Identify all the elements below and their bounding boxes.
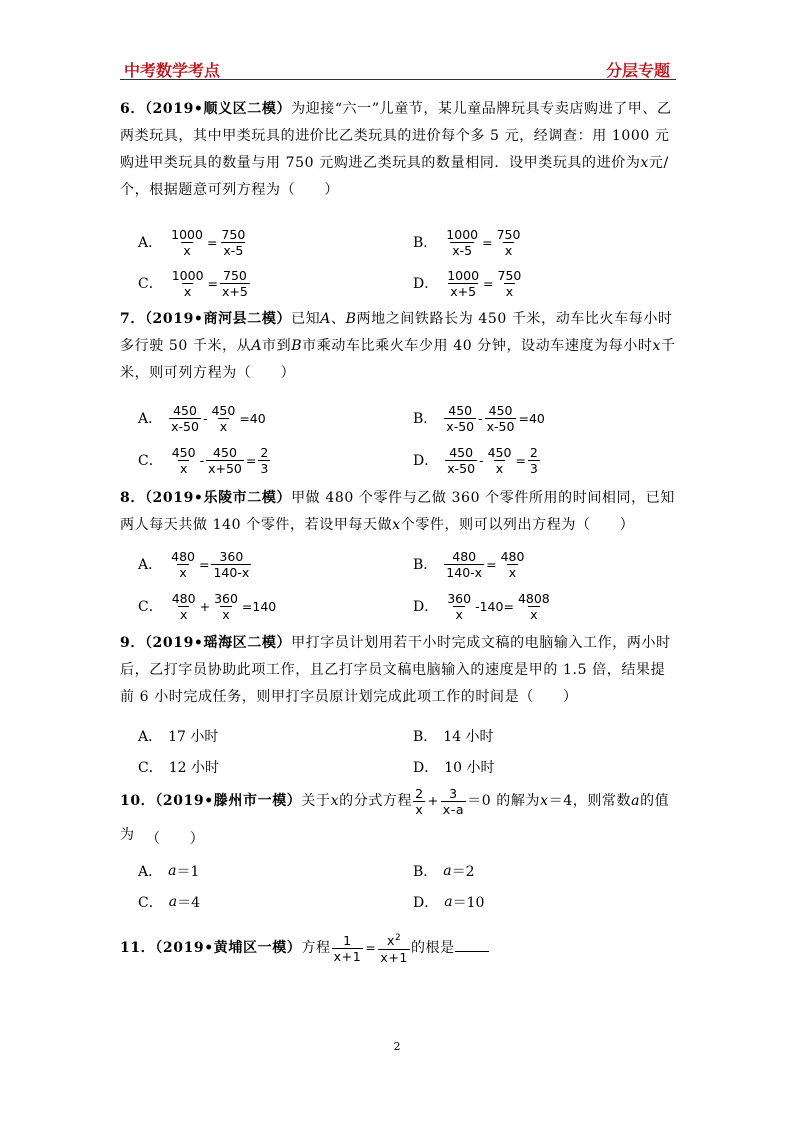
option-label: A． <box>138 411 163 427</box>
option-d[interactable] <box>413 440 541 480</box>
numerator: 480 <box>452 548 477 564</box>
denominator: x-5 <box>452 242 473 258</box>
option-label: D． <box>413 760 439 776</box>
variable-a-city: A <box>251 338 263 354</box>
variable-b-city: B <box>345 311 357 327</box>
denominator: x-50 <box>446 418 475 434</box>
operator: = <box>198 556 210 572</box>
denominator: 140-x <box>213 564 250 580</box>
option-c[interactable] <box>138 263 251 303</box>
option-value: ＝10 <box>452 895 485 911</box>
option-c[interactable] <box>138 747 219 787</box>
question-text: 为迎接“六一”儿童节，某儿童品牌玩具专卖店购进了甲、乙两类玩具，其中甲类玩具的进价比乙类玩具的进价每个多 5 元，经调查：用 1000 元购进甲类玩具的数量与用 750 元购进乙类玩具的数量相同．设甲类玩具的进价为 <box>120 101 672 171</box>
numerator: 450 <box>171 444 196 460</box>
option-label: B． <box>413 729 438 745</box>
question-text: 方程 <box>301 940 331 956</box>
fraction <box>211 549 251 580</box>
question-number: 7． <box>120 311 145 327</box>
option-text: 17 小时 <box>168 729 219 745</box>
variable-x: x <box>330 793 340 809</box>
denominator: x+50 <box>208 460 242 476</box>
page-number: 2 <box>393 1040 401 1053</box>
variable-a: a <box>631 793 641 809</box>
question-number: 8． <box>120 490 145 506</box>
option-label: D． <box>413 453 439 469</box>
operator: = <box>207 275 219 291</box>
denominator: x-a <box>442 801 465 817</box>
numerator: 450 <box>211 402 236 418</box>
fraction <box>258 445 270 476</box>
fraction <box>528 445 540 476</box>
fraction <box>170 591 198 622</box>
option-d[interactable] <box>413 882 484 922</box>
denominator: x <box>504 242 513 258</box>
option-text: 14 小时 <box>443 729 494 745</box>
operator: = <box>486 556 497 572</box>
question-9 <box>120 630 676 711</box>
numerator: 750 <box>223 267 247 283</box>
numerator: 450 <box>213 444 237 460</box>
denominator: x <box>508 564 517 580</box>
fraction <box>441 786 466 817</box>
denominator: x <box>183 242 191 258</box>
numerator: 1000 <box>447 267 480 283</box>
denominator: x+1 <box>333 948 362 964</box>
fraction <box>496 268 524 299</box>
fraction <box>169 403 201 434</box>
question-text: ＝4，则常数 <box>548 793 632 809</box>
option-value: ＝4 <box>177 895 200 911</box>
denominator: x+5 <box>450 283 477 299</box>
operator: - <box>199 452 205 468</box>
numerator: 480 <box>500 548 525 564</box>
question-text: 、 <box>331 311 346 327</box>
fraction <box>220 268 250 299</box>
option-label: A． <box>138 729 163 745</box>
numerator: 450 <box>487 444 512 460</box>
fraction <box>486 445 514 476</box>
question-text: 市乘动车比乘火车少用 40 分钟，设动车速度为每小时 <box>302 338 653 354</box>
operator: -140= <box>475 598 514 614</box>
equation-tail: =40 <box>518 410 545 426</box>
numerator: 750 <box>496 226 521 242</box>
denominator: 3 <box>260 460 269 476</box>
variable-a: a <box>443 863 452 879</box>
operator: + <box>199 598 211 614</box>
numerator: 450 <box>488 402 513 418</box>
variable-x: x <box>652 338 661 354</box>
fraction <box>378 931 410 964</box>
variable-a: a <box>168 894 178 910</box>
denominator: x <box>222 606 230 622</box>
denominator: x <box>179 606 188 622</box>
operator: - <box>479 452 484 468</box>
operator: - <box>478 410 483 426</box>
denominator: x <box>505 283 514 299</box>
numerator-base: x <box>386 933 395 949</box>
numerator: 450 <box>448 402 473 418</box>
question-8 <box>120 485 676 539</box>
fraction <box>170 445 198 476</box>
option-text: 12 小时 <box>168 760 219 776</box>
numerator: 1 <box>343 932 352 948</box>
question-number: 10． <box>120 793 156 809</box>
operator: - <box>202 410 208 426</box>
fraction <box>445 445 477 476</box>
option-label: C． <box>138 453 163 469</box>
question-text: ＝0 的解为 <box>467 793 541 809</box>
denominator: 3 <box>529 460 538 476</box>
option-d[interactable] <box>413 586 553 626</box>
option-b[interactable] <box>413 544 527 584</box>
question-text: 甲做 480 个零件与乙做 360 个零件所用的时间相同，已知两人每天共做 140 个零件，若设甲每天做 <box>120 490 675 533</box>
denominator: x <box>415 801 424 817</box>
question-6 <box>120 96 676 204</box>
option-text: 10 小时 <box>444 760 495 776</box>
question-10-paren: （ ） <box>146 831 205 847</box>
fraction <box>212 591 240 622</box>
header-left-title: 中考数学考点 <box>124 61 221 80</box>
question-source: （2019•顺义区二模） <box>144 101 292 117</box>
fraction <box>495 227 523 258</box>
question-source: （2019•黄埔区一模） <box>155 940 302 956</box>
denominator: x <box>179 564 187 580</box>
numerator: 1000 <box>171 226 203 242</box>
numerator: 2 <box>415 785 424 801</box>
exponent: 2 <box>394 933 402 944</box>
option-label: D． <box>413 895 439 911</box>
question-number: 6． <box>120 101 145 117</box>
variable-x: x <box>392 517 401 533</box>
option-a[interactable] <box>138 398 267 438</box>
question-text: 已知 <box>291 311 321 327</box>
denominator: x+1 <box>380 949 408 965</box>
question-source: （2019•乐陵市二模） <box>144 490 292 506</box>
denominator: x <box>455 606 463 622</box>
option-label: B． <box>413 235 438 251</box>
option-label: D． <box>413 276 439 292</box>
numerator: 1000 <box>446 226 479 242</box>
option-label: A． <box>138 864 163 880</box>
fraction <box>209 403 237 434</box>
denominator: x-5 <box>223 242 244 258</box>
equation-tail: =140 <box>241 598 277 614</box>
question-source: （2019•商河县二模） <box>144 311 292 327</box>
fraction <box>206 445 244 476</box>
numerator: 480 <box>171 590 196 606</box>
denominator: x-50 <box>447 460 476 476</box>
denominator: x <box>183 283 192 299</box>
question-7 <box>120 306 676 387</box>
question-text: 两地之间铁路长为 450 千米，动车比火车每小时多行驶 50 千米，从 <box>120 311 673 354</box>
variable-a: a <box>168 863 177 879</box>
numerator: 750 <box>221 226 246 242</box>
numerator: 480 <box>171 548 195 564</box>
question-text: 个零件，则可以列出方程为（ ） <box>400 517 635 533</box>
variable-a: a <box>444 894 453 910</box>
question-number: 9． <box>120 635 145 651</box>
header-right-title: 分层专题 <box>605 61 670 80</box>
numerator: 450 <box>173 402 197 418</box>
variable-b-city: B <box>291 338 303 354</box>
operator: = <box>365 940 377 955</box>
numerator: 360 <box>214 590 238 606</box>
option-label: B． <box>413 411 438 427</box>
option-b[interactable] <box>413 398 546 438</box>
header-rule <box>120 79 676 80</box>
fraction <box>413 786 426 817</box>
numerator <box>385 931 403 948</box>
fraction <box>332 933 364 964</box>
numerator: 3 <box>449 785 458 801</box>
option-label: C． <box>138 599 163 615</box>
operator: + <box>427 793 439 808</box>
operator: = <box>206 234 218 250</box>
fraction <box>516 591 552 622</box>
question-text: 甲打字员计划用若干小时完成文稿的电脑输入工作，两小时后，乙打字员协助此项工作，且乙打字员文稿电脑输入的速度是甲的 1.5 倍，结果提前 6 小时完成任务，则甲打字员原计划完成此项工作的时间是（ ） <box>120 635 671 705</box>
denominator: x <box>495 460 504 476</box>
option-label: D． <box>413 599 439 615</box>
numerator: 360 <box>447 590 472 606</box>
question-text: 元/个，根据题意可列方程为（ ） <box>120 155 669 198</box>
denominator: 140-x <box>446 564 483 580</box>
denominator: x <box>179 460 188 476</box>
numerator: 360 <box>219 548 244 564</box>
fraction <box>444 549 484 580</box>
question-text: 市到 <box>262 338 292 354</box>
question-text: 的值为 <box>120 793 670 843</box>
fraction <box>445 268 481 299</box>
fraction <box>444 227 480 258</box>
denominator: x-50 <box>486 418 515 434</box>
option-b[interactable] <box>413 222 523 262</box>
fraction <box>445 591 473 622</box>
option-label: C． <box>138 895 163 911</box>
numerator: 750 <box>497 267 522 283</box>
option-a[interactable] <box>138 222 248 262</box>
option-label: C． <box>138 760 163 776</box>
question-source: （2019•滕州市一模） <box>155 793 302 809</box>
option-a[interactable] <box>138 544 252 584</box>
numerator: 450 <box>449 444 474 460</box>
option-d[interactable] <box>413 263 524 303</box>
fraction <box>169 549 197 580</box>
operator: = <box>482 234 493 250</box>
denominator: x <box>219 418 228 434</box>
question-text: 千米，则可列方程为（ ） <box>120 338 676 381</box>
option-c[interactable] <box>138 882 200 922</box>
question-text: 的根是 <box>410 940 455 956</box>
question-11 <box>120 928 676 968</box>
answer-blank[interactable] <box>455 939 489 952</box>
option-c[interactable] <box>138 586 277 626</box>
numerator: 2 <box>260 444 269 460</box>
option-value: ＝2 <box>451 864 475 880</box>
denominator: x-50 <box>171 418 199 434</box>
fraction <box>444 403 476 434</box>
variable-x: x <box>640 155 649 171</box>
option-label: B． <box>413 557 438 573</box>
equation-tail: =40 <box>239 410 266 426</box>
variable-a-city: A <box>320 311 331 327</box>
denominator: x+5 <box>222 283 248 299</box>
fraction <box>499 549 527 580</box>
fraction <box>219 227 247 258</box>
option-d[interactable] <box>413 747 495 787</box>
question-source: （2019•瑶海区二模） <box>144 635 292 651</box>
operator: = <box>515 452 526 468</box>
numerator: 1000 <box>171 267 204 283</box>
fraction <box>169 227 205 258</box>
denominator: x <box>530 606 538 622</box>
option-label: C． <box>138 276 163 292</box>
operator: = <box>483 275 494 291</box>
variable-x: x <box>540 793 549 809</box>
option-label: A． <box>138 557 163 573</box>
operator: = <box>245 452 257 468</box>
option-label: A． <box>138 235 163 251</box>
question-text: 的分式方程 <box>339 793 413 809</box>
question-number: 11． <box>120 940 156 956</box>
numerator: 2 <box>529 444 538 460</box>
option-value: ＝1 <box>176 864 200 880</box>
option-c[interactable] <box>138 440 271 480</box>
numerator: 4808 <box>517 590 550 606</box>
option-label: B． <box>413 864 438 880</box>
fraction <box>170 268 206 299</box>
fraction <box>485 403 517 434</box>
question-text: 关于 <box>301 793 331 809</box>
